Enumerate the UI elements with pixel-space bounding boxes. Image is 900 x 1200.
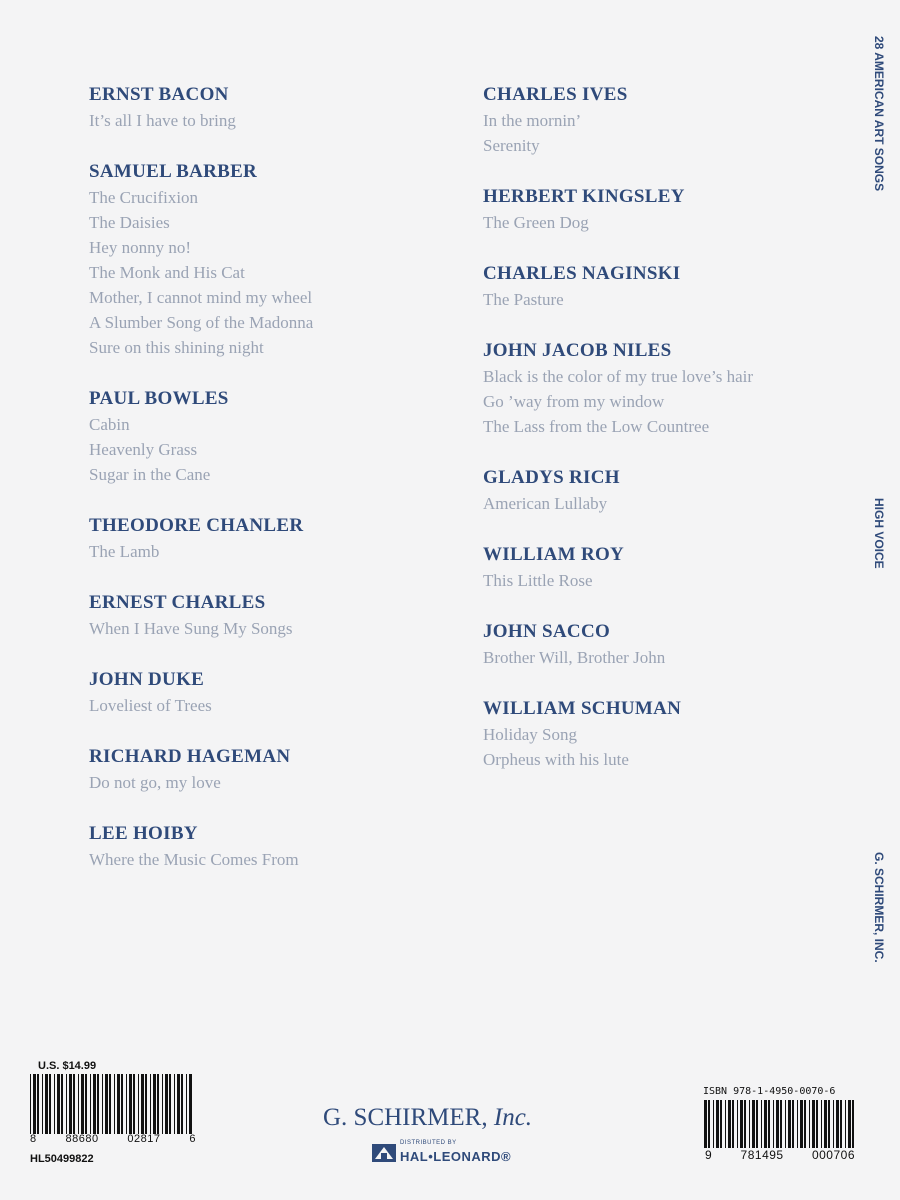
composer-name: PAUL BOWLES (89, 388, 229, 409)
composer-block (89, 590, 459, 641)
upc-digit-group: 88680 (65, 1133, 99, 1145)
barcode-bar (126, 1074, 127, 1134)
barcode-bar (97, 1074, 99, 1134)
composer-block (89, 821, 459, 872)
song-title: Do not go, my love (89, 773, 221, 792)
barcode-bar (162, 1074, 163, 1134)
barcode-bar (833, 1100, 834, 1148)
barcode-bar (45, 1074, 48, 1134)
barcode-bar (728, 1100, 731, 1148)
barcode-bar (744, 1100, 746, 1148)
price-label: U.S. $14.99 (38, 1060, 97, 1072)
composer-block (89, 667, 459, 718)
song-title: The Lass from the Low Countree (483, 417, 710, 436)
composer-block (483, 619, 843, 670)
barcode-bar (816, 1100, 818, 1148)
composer-name: SAMUEL BARBER (89, 161, 258, 182)
barcode-bar (824, 1100, 827, 1148)
barcode-bar (49, 1074, 51, 1134)
song-title: Hey nonny no! (89, 238, 191, 257)
barcode-bar (85, 1074, 87, 1134)
barcode-bar (114, 1074, 115, 1134)
barcode-bar (105, 1074, 108, 1134)
barcode-bar (81, 1074, 84, 1134)
song-title: The Pasture (483, 290, 564, 309)
song-title: Go ’way from my window (483, 392, 665, 411)
barcode-bar (788, 1100, 791, 1148)
composer-name: CHARLES IVES (483, 84, 628, 105)
barcode-bar (852, 1100, 854, 1148)
composer-name: WILLIAM ROY (483, 544, 625, 565)
barcode-bar (57, 1074, 60, 1134)
barcode-bar (157, 1074, 159, 1134)
song-title: The Lamb (89, 542, 160, 561)
barcode-bar (785, 1100, 786, 1148)
barcode-bar (186, 1074, 187, 1134)
upc-barcode (28, 1074, 196, 1142)
song-title: Black is the color of my true love’s hair (483, 367, 754, 386)
composer-name: JOHN SACCO (483, 621, 611, 642)
ean-digits (705, 1148, 855, 1162)
barcode-bar (109, 1074, 111, 1134)
ean-digit-group: 000706 (811, 1148, 855, 1162)
barcode-bar (102, 1074, 103, 1134)
composer-name: ERNEST CHARLES (89, 592, 266, 613)
barcode-bar (30, 1074, 31, 1134)
barcode-bar (93, 1074, 96, 1134)
barcode-bar (716, 1100, 719, 1148)
composer-block (89, 513, 459, 564)
publisher-suffix: Inc. (493, 1104, 533, 1131)
barcode-bar (174, 1074, 175, 1134)
barcode-bar (189, 1074, 192, 1134)
song-title: When I Have Sung My Songs (89, 619, 293, 638)
composer-block (483, 696, 843, 772)
ean-digit-group: 781495 (740, 1148, 784, 1162)
barcode-bar (776, 1100, 779, 1148)
barcode-bar (90, 1074, 91, 1134)
song-title: Orpheus with his lute (483, 750, 629, 769)
barcode-bar (169, 1074, 171, 1134)
song-title: The Green Dog (483, 213, 589, 232)
barcode-bar (129, 1074, 132, 1134)
barcode-bar (780, 1100, 782, 1148)
composer-name: WILLIAM SCHUMAN (483, 698, 682, 719)
composer-name: CHARLES NAGINSKI (483, 263, 681, 284)
barcode-bar (37, 1074, 39, 1134)
song-title: Where the Music Comes From (89, 850, 299, 869)
barcode-bar (756, 1100, 758, 1148)
composer-block (483, 261, 843, 312)
barcode-bar (54, 1074, 55, 1134)
barcode-bar (42, 1074, 43, 1134)
isbn-label: ISBN 978-1-4950-0070-6 (703, 1086, 836, 1097)
barcode-bar (797, 1100, 798, 1148)
spine-voice-type: HIGH VOICE (872, 498, 886, 569)
song-title: Cabin (89, 415, 130, 434)
barcode-bar (704, 1100, 707, 1148)
song-title: Holiday Song (483, 725, 577, 744)
barcode-bar (725, 1100, 726, 1148)
song-title: Loveliest of Trees (89, 696, 212, 715)
composer-name: JOHN JACOB NILES (483, 340, 672, 361)
composer-name: HERBERT KINGSLEY (483, 186, 685, 207)
song-title: Serenity (483, 136, 540, 155)
barcode-bar (69, 1074, 72, 1134)
hal-leonard-logo-icon (372, 1144, 396, 1162)
barcode-bar (720, 1100, 722, 1148)
composer-block (483, 82, 843, 158)
song-title: Sugar in the Cane (89, 465, 211, 484)
barcode-bar (708, 1100, 710, 1148)
song-title: It’s all I have to bring (89, 111, 236, 130)
upc-digit-group: 8 (30, 1133, 37, 1145)
distributor-logo (372, 1140, 532, 1166)
song-title: This Little Rose (483, 571, 593, 590)
upc-digit-group: 02817 (127, 1133, 161, 1145)
barcode-bar (138, 1074, 139, 1134)
barcode-bar (768, 1100, 770, 1148)
barcode-bar (773, 1100, 774, 1148)
barcode-bar (141, 1074, 144, 1134)
barcode-bar (153, 1074, 156, 1134)
barcode-bar (732, 1100, 734, 1148)
composer-block (89, 386, 459, 487)
isbn-barcode (702, 1100, 858, 1150)
barcode-bar (737, 1100, 738, 1148)
song-title: Heavenly Grass (89, 440, 198, 459)
song-title: A Slumber Song of the Madonna (89, 313, 314, 332)
barcode-bar (749, 1100, 750, 1148)
barcode-bar (713, 1100, 714, 1148)
song-title: Mother, I cannot mind my wheel (89, 288, 313, 307)
barcode-bar (804, 1100, 806, 1148)
barcode-bar (792, 1100, 794, 1148)
barcode-bar (800, 1100, 803, 1148)
composer-name: RICHARD HAGEMAN (89, 746, 291, 767)
barcode-bar (845, 1100, 846, 1148)
barcode-bar (78, 1074, 79, 1134)
composer-block (483, 542, 843, 593)
composer-name: GLADYS RICH (483, 467, 620, 488)
song-title: American Lullaby (483, 494, 608, 513)
barcode-bar (821, 1100, 822, 1148)
barcode-bar (181, 1074, 183, 1134)
barcode-bar (764, 1100, 767, 1148)
barcode-bar (145, 1074, 147, 1134)
song-title: In the mornin’ (483, 111, 582, 130)
spine-title: 28 AMERICAN ART SONGS (872, 36, 886, 192)
left-song-column (89, 82, 459, 898)
barcode-bar (165, 1074, 168, 1134)
composer-name: THEODORE CHANLER (89, 515, 304, 536)
barcode-bar (61, 1074, 63, 1134)
right-song-column (483, 82, 843, 798)
barcode-bar (121, 1074, 123, 1134)
barcode-bar (150, 1074, 151, 1134)
barcode-bar (836, 1100, 839, 1148)
upc-digit-group: 6 (189, 1133, 196, 1145)
distributed-by-label: DISTRIBUTED BY (400, 1140, 457, 1146)
catalog-number: HL50499822 (30, 1153, 94, 1165)
barcode-bar (33, 1074, 36, 1134)
barcode-bar (117, 1074, 120, 1134)
spine-publisher: G. SCHIRMER, INC. (872, 852, 886, 963)
barcode-bar (828, 1100, 830, 1148)
barcode-bar (809, 1100, 810, 1148)
song-title: Sure on this shining night (89, 338, 264, 357)
song-title: The Daisies (89, 213, 170, 232)
song-title: The Crucifixion (89, 188, 199, 207)
composer-block (483, 184, 843, 235)
distributor-name: HAL•LEONARD® (400, 1149, 512, 1164)
composer-block (89, 744, 459, 795)
barcode-bar (177, 1074, 180, 1134)
publisher-name: G. SCHIRMER, (323, 1104, 494, 1131)
barcode-bar (752, 1100, 755, 1148)
composer-block (483, 338, 843, 439)
composer-block (89, 159, 459, 360)
barcode-bar (133, 1074, 135, 1134)
barcode-bar (66, 1074, 67, 1134)
barcode-bar (740, 1100, 743, 1148)
barcode-bar (812, 1100, 815, 1148)
composer-name: JOHN DUKE (89, 669, 205, 690)
composer-block (483, 465, 843, 516)
barcode-bar (73, 1074, 75, 1134)
ean-digit-group: 9 (705, 1148, 713, 1162)
song-title: The Monk and His Cat (89, 263, 245, 282)
song-title: Brother Will, Brother John (483, 648, 666, 667)
barcode-bar (761, 1100, 762, 1148)
composer-block (89, 82, 459, 133)
composer-name: ERNST BACON (89, 84, 229, 105)
barcode-bar (840, 1100, 842, 1148)
upc-digits (30, 1133, 196, 1145)
publisher-logo-text (323, 1104, 583, 1132)
composer-name: LEE HOIBY (89, 823, 198, 844)
barcode-bar (848, 1100, 851, 1148)
